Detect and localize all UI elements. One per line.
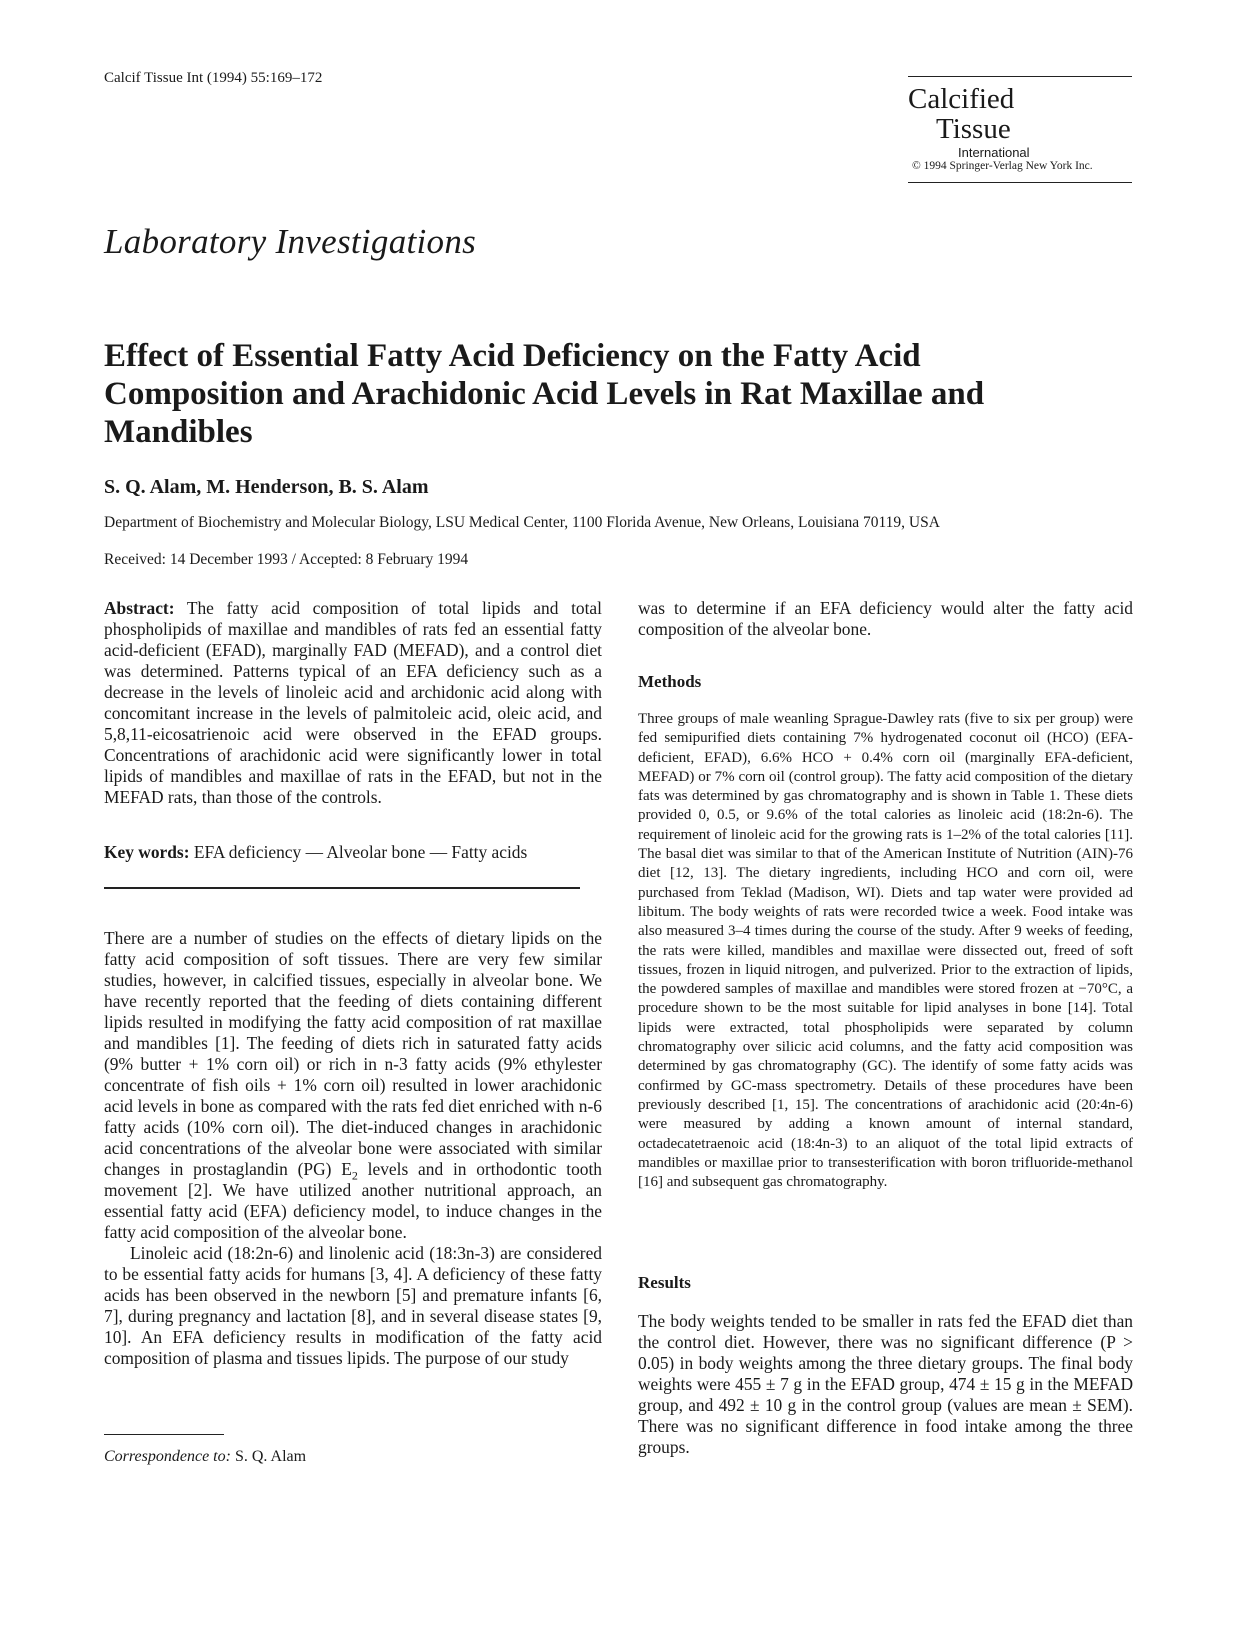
intro-p1-text-cont: levels and in orthodontic tooth movement [2]. We have utilized another nutritional approach, an essential fatty acid (EFA) deficiency model, to induce changes in the fatty acid composition of the alveolar bone. [104,1159,602,1242]
journal-logo [908,76,1132,183]
abstract [104,598,602,808]
intro-p1-subscript: 2 [351,1168,358,1183]
author-list: S. Q. Alam, M. Henderson, B. S. Alam [104,476,429,498]
author-affiliation: Department of Biochemistry and Molecular Biology, LSU Medical Center, 1100 Florida Avenue, New Orleans, Louisiana 70119, USA [104,514,940,531]
intro-paragraph-2: Linoleic acid (18:2n-6) and linolenic acid (18:3n-3) are considered to be essential fatty acids for humans [3, 4]. A deficiency of these fatty acids has been observed in the newborn [5] and premature infants [6, 7], during pregnancy and lactation [8], and in several disease states [9, 10]. An EFA deficiency results in modification of the fatty acid composition of plasma and tissues lipids. The purpose of our study [104,1243,602,1368]
keywords-label: Key words: [104,842,190,862]
intro-paragraph-1 [104,928,602,1243]
results-text: The body weights tended to be smaller in rats fed the EFAD diet than the control diet. However, there was no significant difference (P > 0.05) in body weights among the three dietary groups. The final body weights were 455 ± 7 g in the EFAD group, 474 ± 15 g in the MEFAD group, and 492 ± 10 g in the control group (values are mean ± SEM). There was no significant difference in food intake among the three groups. [638,1311,1133,1457]
methods-heading: Methods [638,672,702,691]
journal-name-line2: Tissue [936,113,1011,145]
logo-bottom-rule [908,182,1132,183]
abstract-text: The fatty acid composition of total lipids and total phospholipids of maxillae and mandibles of rats fed an essential fatty acid-deficient (EFAD), marginally FAD (MEFAD), and a control diet was determined. Patterns typical of an EFA deficiency such as a decrease in the levels of linoleic acid and archidonic acid along with concomitant increase in the levels of palmitoleic acid, oleic acid, and 5,8,11-eicosatrienoic acid were observed in the EFAD groups. Concentrations of arachidonic acid were significantly lower in total lipids of mandibles and maxillae of rats in the EFAD, but not in the MEFAD rats, than those of the controls. [104,598,602,807]
keywords-divider [104,887,580,889]
abstract-label: Abstract: [104,598,175,618]
copyright-notice: © 1994 Springer-Verlag New York Inc. [912,160,1093,172]
intro-continuation: was to determine if an EFA deficiency would alter the fatty acid composition of the alveolar bone. [638,598,1133,639]
journal-citation: Calcif Tissue Int (1994) 55:169–172 [104,70,323,86]
footnote [104,1448,306,1466]
keywords [104,842,602,863]
results-heading: Results [638,1273,691,1292]
methods-text: Three groups of male weanling Sprague-Dawley rats (five to six per group) were fed semipurified diets containing 7% hydrogenated coconut oil (HCO) (EFA-deficient, EFAD), 6.6% HCO + 0.4% corn oil (marginally EFA-deficient, MEFAD) or 7% corn oil (control group). The fatty acid composition of the dietary fats was determined by gas chromatography and is shown in Table 1. These diets provided 0, 0.5, or 9.6% of the total calories as linoleic acid (18:2n-6). The requirement of linoleic acid for the growing rats is 1–2% of the total calories [11]. The basal diet was similar to that of the American Institute of Nutrition (AIN)-76 diet [12, 13]. The dietary ingredients, including HCO and corn oil, were purchased from Teklad (Madison, WI). Diets and tap water were provided ad libitum. The body weights of rats were recorded twice a week. Food intake was also measured 3–4 times during the course of the study. After 9 weeks of feeding, the rats were killed, mandibles and maxillae were dissected out, freed of soft tissues, frozen in liquid nitrogen, and pulverized. Prior to the extraction of lipids, the powdered samples of maxillae and mandibles were stored frozen at −70°C, a procedure shown to be the most suitable for lipid analyses in bone [14]. Total lipids were extracted, total phospholipids were separated by column chromatography over silicic acid columns, and the fatty acid composition was determined by gas chromatography (GC). The identify of some fatty acids was confirmed by GC-mass spectrometry. Details of these procedures have been previously described [1, 15]. The concentrations of arachidonic acid (20:4n-6) were measured by adding a known amount of internal standard, octadecatetraenoic acid (18:4n-3) to an aliquot of the total lipid extracts of mandibles or maxillae prior to transesterification with boron trifluoride-methanol [16] and subsequent gas chromatography. [638,711,1133,1191]
intro-p1-text: There are a number of studies on the effects of dietary lipids on the fatty acid composition of soft tissues. There are very few similar studies, however, in calcified tissues, especially in alveolar bone. We have recently reported that the feeding of diets containing different lipids resulted in modifying the fatty acid composition of rat maxillae and mandibles [1]. The feeding of diets rich in saturated fatty acids (9% butter + 1% corn oil) or rich in n-3 fatty acids (9% ethylester concentrate of fish oils + 1% corn oil) resulted in lower arachidonic acid levels in bone as compared with the rats fed diet enriched with n-6 fatty acids (10% corn oil). The diet-induced changes in arachidonic acid concentrations of the alveolar bone were associated with similar changes in prostaglandin (PG) E [104,928,602,1179]
logo-top-rule [908,76,1132,77]
received-accepted-dates: Received: 14 December 1993 / Accepted: 8 February 1994 [104,551,469,568]
journal-name-line1: Calcified [908,83,1015,115]
footnote-name: S. Q. Alam [234,1448,307,1465]
footnote-label: Correspondence to: [104,1448,231,1465]
keywords-text: EFA deficiency — Alveolar bone — Fatty acids [193,842,528,862]
introduction [104,928,602,1369]
article-title: Effect of Essential Fatty Acid Deficiency on the Fatty Acid Composition and Arachidonic Acid Levels in Rat Maxillae and Mandibles [104,338,985,450]
section-label: Laboratory Investigations [104,222,477,261]
journal-name-line3: International [958,145,1030,160]
footnote-divider [104,1434,224,1435]
